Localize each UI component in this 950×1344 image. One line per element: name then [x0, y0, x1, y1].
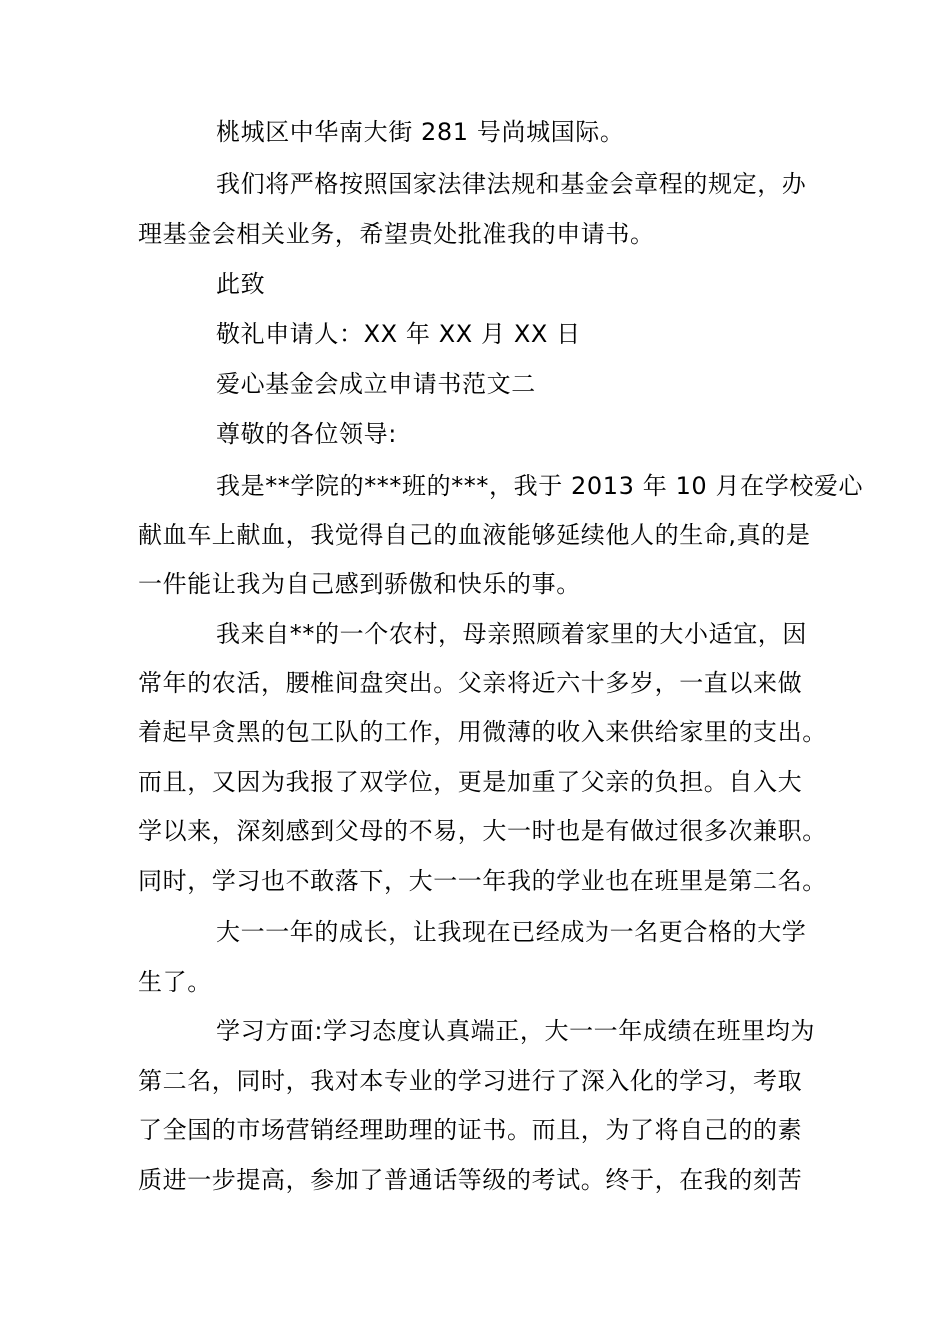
- paragraph-line: 我们将严格按照国家法律法规和基金会章程的规定，办: [216, 170, 807, 198]
- paragraph-line: 而且，又因为我报了双学位，更是加重了父亲的负担。自入大: [138, 768, 803, 796]
- paragraph-line: 学习方面:学习态度认真端正，大一一年成绩在班里均为: [216, 1017, 816, 1045]
- paragraph-line: 大一一年的成长，让我现在已经成为一名更合格的大学: [216, 918, 807, 946]
- paragraph-line: 常年的农活，腰椎间盘突出。父亲将近六十多岁，一直以来做: [138, 669, 803, 697]
- paragraph-line: 我是**学院的***班的***，我于 2013 年 10 月在学校爱心: [216, 472, 864, 500]
- paragraph-line: 同时，学习也不敢落下，大一一年我的学业也在班里是第二名。: [138, 867, 827, 895]
- paragraph-line: 理基金会相关业务，希望贵处批准我的申请书。: [138, 220, 655, 248]
- address-line: 桃城区中华南大街 281 号尚城国际。: [216, 118, 625, 146]
- paragraph-line: 我来自**的一个农村，母亲照顾着家里的大小适宜，因: [216, 620, 807, 648]
- paragraph-line: 学以来，深刻感到父母的不易，大一时也是有做过很多次兼职。: [138, 817, 827, 845]
- section-title: 爱心基金会成立申请书范文二: [216, 370, 536, 398]
- paragraph-line: 了全国的市场营销经理助理的证书。而且，为了将自己的的素: [138, 1116, 803, 1144]
- closing-line: 此致: [216, 270, 266, 298]
- paragraph-line: 一件能让我为自己感到骄傲和快乐的事。: [138, 570, 581, 598]
- paragraph-line: 质进一步提高，参加了普通话等级的考试。终于，在我的刻苦: [138, 1166, 803, 1194]
- paragraph-line: 第二名，同时，我对本专业的学习进行了深入化的学习，考取: [138, 1067, 803, 1095]
- paragraph-line: 着起早贪黑的包工队的工作，用微薄的收入来供给家里的支出。: [138, 718, 827, 746]
- signature-line: 敬礼申请人：XX 年 XX 月 XX 日: [216, 320, 581, 348]
- paragraph-line: 献血车上献血，我觉得自己的血液能够延续他人的生命,真的是: [138, 521, 811, 549]
- paragraph-line: 生了。: [138, 968, 212, 996]
- salutation-line: 尊敬的各位领导:: [216, 420, 397, 448]
